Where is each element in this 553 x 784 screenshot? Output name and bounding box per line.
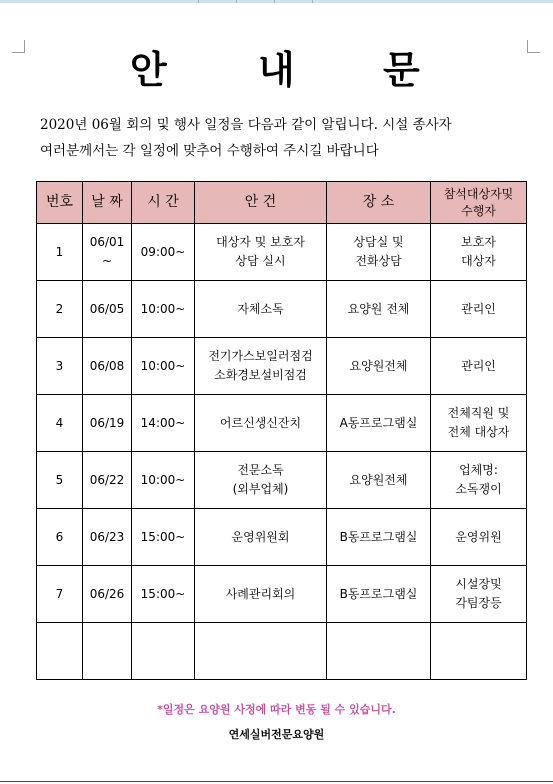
- cell-place-text: 전화상담: [355, 254, 402, 268]
- cell-time-text: 15:00~: [140, 586, 186, 601]
- cell-no-text: 6: [55, 529, 64, 544]
- cell-attendees: [431, 566, 527, 623]
- cell-place: [327, 281, 431, 338]
- cell-no-text: 1: [55, 244, 64, 259]
- ruler-bar: [0, 0, 553, 3]
- table-row: [37, 224, 527, 281]
- cell-no-text: 3: [55, 358, 64, 373]
- cell-time-text: 15:00~: [140, 529, 186, 544]
- header-attendees-line: 수행자: [461, 203, 496, 218]
- intro-line: 2020년 06월 회의 및 행사 일정을 다음과 같이 알립니다. 시설 종사자: [40, 117, 452, 133]
- title-char: 문: [383, 47, 420, 92]
- cell-place: [327, 566, 431, 623]
- cell-attendees-text: 업체명:: [459, 463, 498, 477]
- ruler-tick: [274, 0, 275, 3]
- cell-time-text: 10:00~: [140, 358, 186, 373]
- cell-attendees-text: 보호자: [461, 235, 496, 249]
- cell-no: [37, 395, 83, 452]
- cell-agenda-text: 전기가스보일러점검: [208, 349, 313, 363]
- ruler-tick: [312, 0, 313, 3]
- header-no: 번호: [37, 182, 83, 224]
- cell-date-text: 06/19: [89, 415, 125, 430]
- cell-place-text: B동프로그램실: [339, 586, 418, 601]
- cell-attendees: [431, 224, 527, 281]
- cell-time: [132, 224, 195, 281]
- cell-no: [37, 338, 83, 395]
- cell-attendees: [431, 452, 527, 509]
- cell-place-text: 요양원전체: [349, 472, 408, 487]
- cell-date-text: 06/22: [89, 472, 125, 487]
- cell-attendees-text: 관리인: [461, 301, 496, 316]
- cell-agenda: [195, 566, 327, 623]
- cell-agenda-text: 사례관리회의: [225, 586, 296, 601]
- table-row: [37, 338, 527, 395]
- cell-time: [132, 281, 195, 338]
- cell-no-text: 5: [55, 472, 64, 487]
- cell-no: [37, 566, 83, 623]
- cell-agenda: [195, 281, 327, 338]
- cell-place: [327, 395, 431, 452]
- table-row: [37, 395, 527, 452]
- table-row: [37, 566, 527, 623]
- cell-date-text: ~: [101, 254, 113, 268]
- cell-place-text: B동프로그램실: [339, 529, 418, 544]
- cell-agenda: [195, 224, 327, 281]
- cell-attendees-text: 운영위원: [455, 529, 502, 544]
- cell-no: [37, 281, 83, 338]
- cell-attendees-text: 대상자: [461, 254, 496, 268]
- cell-attendees-text: 전체 대상자: [447, 425, 510, 439]
- cell-attendees-text: 시설장및: [455, 577, 502, 591]
- cell-time: [132, 452, 195, 509]
- table-row: [37, 509, 527, 566]
- cell-attendees: [431, 623, 527, 680]
- header-agenda: 안 건: [195, 182, 327, 224]
- cell-date: [83, 623, 132, 680]
- cell-date-text: 06/08: [89, 358, 125, 373]
- cell-agenda: [195, 623, 327, 680]
- cell-agenda: [195, 509, 327, 566]
- cell-date-text: 06/23: [89, 529, 125, 544]
- cell-agenda-text: 상담 실시: [235, 254, 286, 268]
- ruler-tick: [198, 0, 199, 3]
- cell-place-text: 요양원 전체: [347, 301, 410, 316]
- schedule-table: [36, 181, 527, 680]
- cell-place: [327, 224, 431, 281]
- cell-agenda-text: (외부업체): [232, 482, 289, 496]
- cell-date: [83, 338, 132, 395]
- cell-place-text: 상담실 및: [353, 235, 404, 249]
- cell-no: [37, 509, 83, 566]
- table-row: [37, 281, 527, 338]
- cell-time: [132, 509, 195, 566]
- intro-line: 여러분께서는 각 일정에 맞추어 수행하여 주시길 바랍니다: [40, 143, 379, 159]
- cell-date-text: 06/26: [89, 586, 125, 601]
- cell-agenda-text: 대상자 및 보호자: [216, 235, 305, 249]
- cell-date: [83, 224, 132, 281]
- cell-place-text: A동프로그램실: [339, 415, 418, 430]
- header-place: 장 소: [327, 182, 431, 224]
- cell-attendees: [431, 338, 527, 395]
- cell-date: [83, 395, 132, 452]
- cell-date: [83, 281, 132, 338]
- cell-place: [327, 452, 431, 509]
- cell-attendees-text: 전체직원 및: [447, 406, 510, 420]
- cell-attendees-text: 각팀장등: [455, 596, 502, 610]
- cell-no: [37, 623, 83, 680]
- header-attendees: [431, 182, 527, 224]
- cell-attendees-text: 소독쟁이: [455, 482, 502, 496]
- cell-date-text: 06/05: [89, 301, 125, 316]
- page-bottom-border: [0, 781, 553, 782]
- cell-no-text: 7: [55, 586, 64, 601]
- cell-time-text: 09:00~: [140, 244, 186, 259]
- cell-time: [132, 338, 195, 395]
- cell-date: [83, 566, 132, 623]
- cell-time-text: 14:00~: [140, 415, 186, 430]
- cell-agenda-text: 전문소독: [237, 463, 284, 477]
- table-row: [37, 623, 527, 680]
- cell-attendees-text: 관리인: [461, 358, 496, 373]
- cell-no: [37, 452, 83, 509]
- cell-date-text: 06/01: [89, 235, 125, 249]
- ruler-tick: [236, 0, 237, 3]
- title-char: 내: [258, 47, 295, 92]
- cell-time: [132, 566, 195, 623]
- table-header-row: [37, 182, 527, 224]
- cell-time-text: 10:00~: [140, 301, 186, 316]
- page-title: [0, 45, 553, 95]
- schedule-change-notice: *일정은 요양원 사정에 따라 변동 될 수 있습니다.: [157, 703, 396, 716]
- intro-paragraph: [40, 112, 530, 164]
- cell-place: [327, 509, 431, 566]
- cell-no-text: 4: [55, 415, 64, 430]
- cell-attendees: [431, 395, 527, 452]
- cell-agenda-text: 운영위원회: [231, 529, 290, 544]
- cell-agenda-text: 자체소독: [237, 301, 284, 316]
- cell-date: [83, 509, 132, 566]
- cell-agenda: [195, 395, 327, 452]
- cell-agenda-text: 소화경보설비점검: [214, 368, 307, 382]
- cell-no: [37, 224, 83, 281]
- organization-name: 연세실버전문요양원: [228, 728, 325, 741]
- cell-date: [83, 452, 132, 509]
- cell-agenda: [195, 338, 327, 395]
- cell-time: [132, 623, 195, 680]
- header-date: 날 짜: [83, 182, 132, 224]
- cell-no-text: 2: [55, 301, 64, 316]
- cell-agenda-text: 어르신생신잔치: [219, 415, 302, 430]
- title-char: 안: [130, 47, 167, 92]
- header-time: 시 간: [132, 182, 195, 224]
- table-row: [37, 452, 527, 509]
- cell-agenda: [195, 452, 327, 509]
- cell-time: [132, 395, 195, 452]
- cell-place: [327, 623, 431, 680]
- cell-attendees: [431, 509, 527, 566]
- cell-place: [327, 338, 431, 395]
- cell-attendees: [431, 281, 527, 338]
- header-attendees-line: 참석대상자및: [443, 186, 514, 201]
- cell-place-text: 요양원전체: [349, 358, 408, 373]
- cell-time-text: 10:00~: [140, 472, 186, 487]
